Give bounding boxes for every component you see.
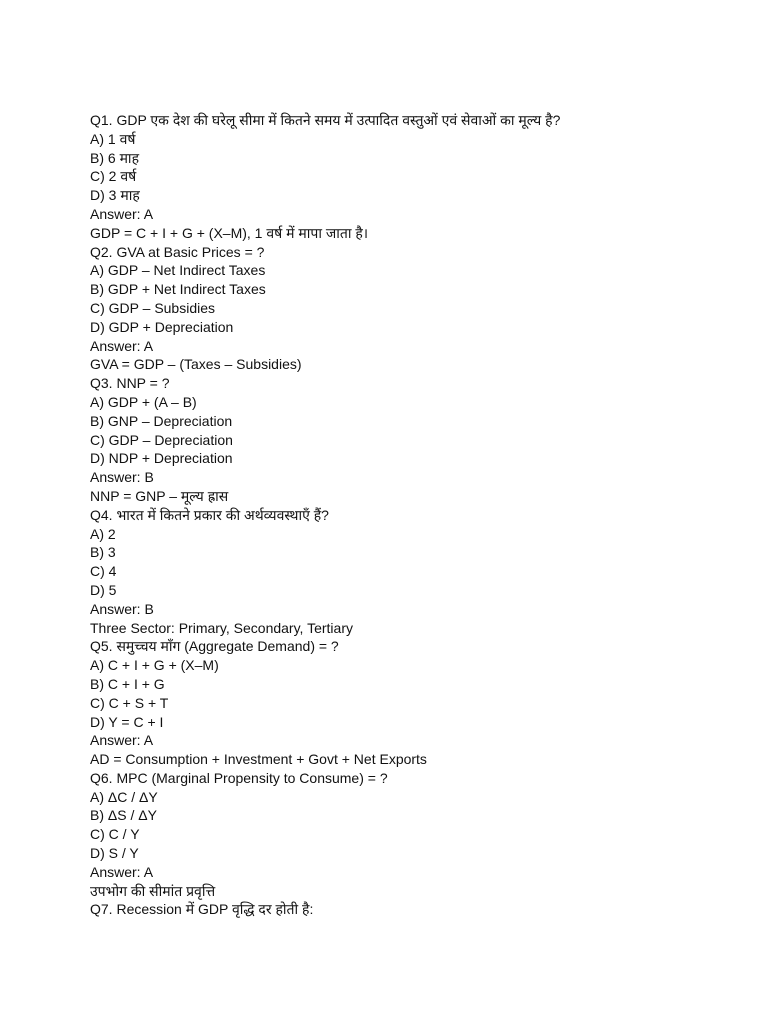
option-text: B) ΔS / ΔY [90,807,157,824]
option-text: D) 3 माह [90,187,140,204]
question-text: Q1. GDP एक देश की घरेलू सीमा में कितने समय में उत्पादित वस्तुओं एवं सेवाओं का मूल्य है? [90,112,561,128]
explanation-text: GVA = GDP – (Taxes – Subsidies) [90,356,302,373]
answer-text: Answer: A [90,205,154,222]
option-text: D) 5 [90,581,117,598]
explanation-text: उपभोग की सीमांत प्रवृत्ति [90,882,216,899]
option-text: C) 2 वर्ष [90,168,137,185]
option-text: C) C + S + T [90,694,169,711]
option-text: A) GDP + (A – B) [90,393,197,410]
answer-text: Answer: B [90,469,154,486]
option-text: C) GDP – Depreciation [90,431,233,448]
option-text: C) C / Y [90,826,140,843]
option-text: A) C + I + G + (X–M) [90,657,219,674]
question-text: Q6. MPC (Marginal Propensity to Consume) = ? [90,769,388,786]
option-text: C) GDP – Subsidies [90,299,216,316]
option-text: D) Y = C + I [90,713,164,730]
question-text: Q4. भारत में कितने प्रकार की अर्थव्यवस्थाएँ हैं? [90,506,329,523]
explanation-text: AD = Consumption + Investment + Govt + Net Exports [90,751,427,768]
option-text: D) S / Y [90,845,139,862]
question-text: Q3. NNP = ? [90,375,170,392]
option-text: A) 1 वर्ष [90,130,136,147]
question-list [90,111,730,919]
answer-text: Answer: B [90,600,154,617]
option-text: B) 6 माह [90,149,139,166]
answer-text: Answer: A [90,337,154,354]
question-text: Q7. Recession में GDP वृद्धि दर होती है: [90,901,314,918]
option-text: B) GNP – Depreciation [90,412,233,429]
option-text: A) ΔC / ΔY [90,788,158,805]
option-text: B) GDP + Net Indirect Taxes [90,281,266,298]
question-text: Q2. GVA at Basic Prices = ? [90,243,265,260]
option-text: C) 4 [90,563,117,580]
option-text: A) GDP – Net Indirect Taxes [90,262,266,279]
explanation-text: NNP = GNP – मूल्य ह्रास [90,487,229,504]
option-text: B) C + I + G [90,675,165,692]
explanation-text: GDP = C + I + G + (X–M), 1 वर्ष में मापा जाता है। [90,224,369,241]
answer-text: Answer: A [90,732,154,749]
explanation-text: Three Sector: Primary, Secondary, Tertiary [90,619,353,636]
answer-text: Answer: A [90,863,154,880]
option-text: D) NDP + Depreciation [90,450,233,467]
option-text: A) 2 [90,525,116,542]
option-text: B) 3 [90,544,116,561]
option-text: D) GDP + Depreciation [90,318,234,335]
question-text: Q5. समुच्चय माँग (Aggregate Demand) = ? [90,638,339,655]
